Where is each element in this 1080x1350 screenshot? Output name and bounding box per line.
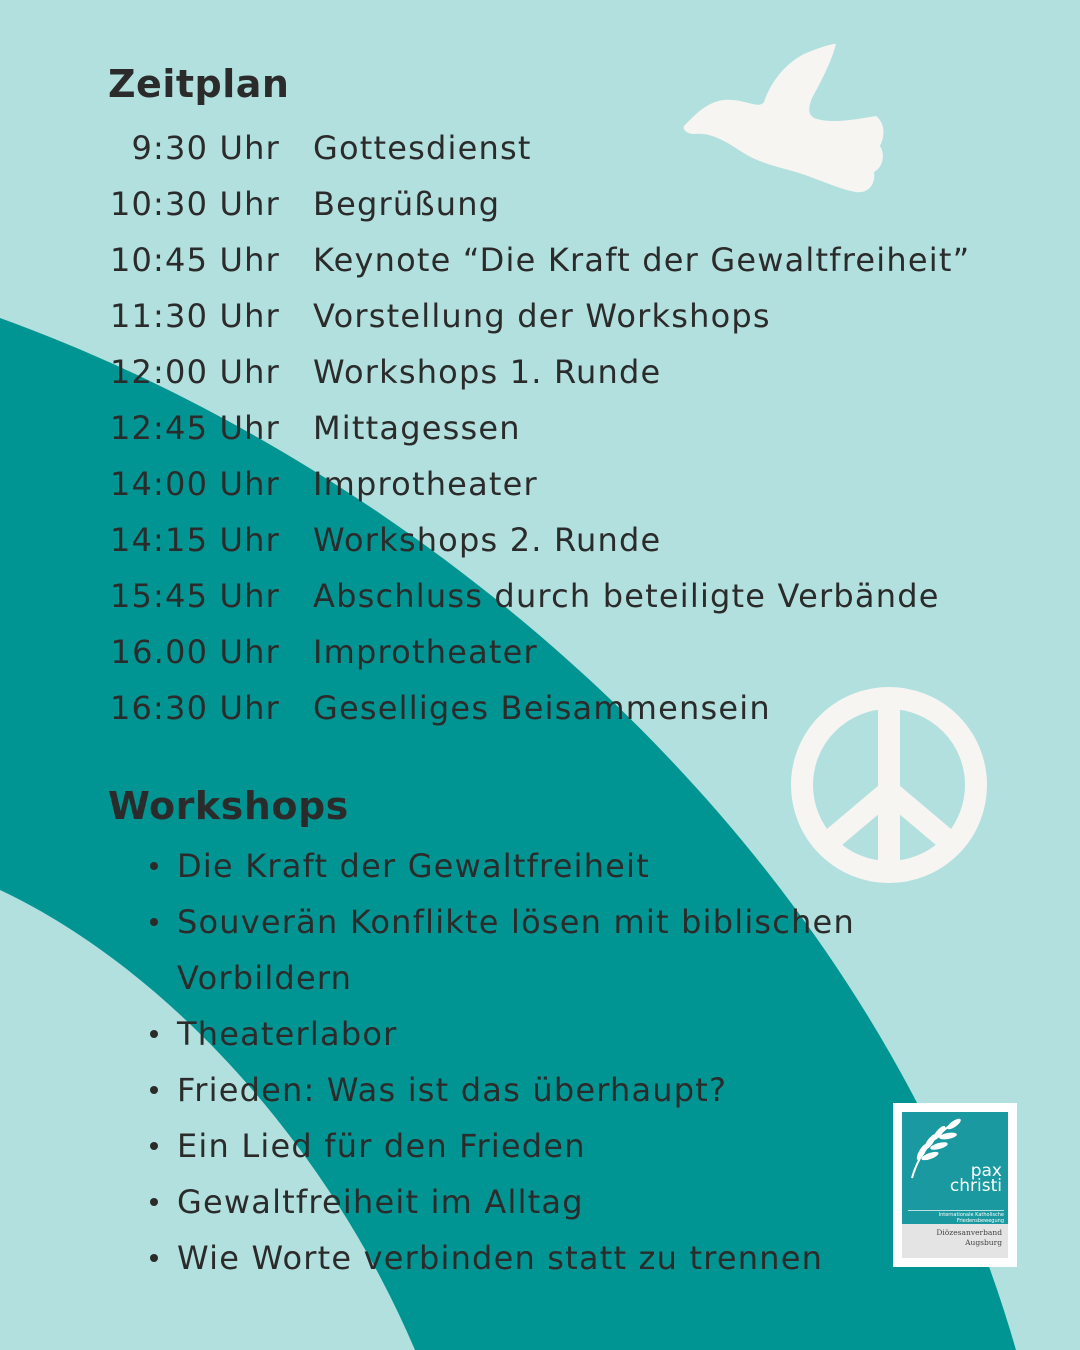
- schedule-time: 14:00 Uhr: [109, 465, 280, 503]
- schedule-activity: Improtheater: [313, 465, 538, 503]
- schedule-time: 16:30 Uhr: [109, 689, 280, 727]
- workshop-title: Gewaltfreiheit im Alltag: [177, 1183, 584, 1221]
- workshop-item: [150, 1006, 910, 1062]
- pax-christi-logo: [893, 1103, 1017, 1267]
- schedule-time: 10:30 Uhr: [109, 185, 280, 223]
- workshop-item: [150, 1118, 910, 1174]
- schedule-time: 14:15 Uhr: [109, 521, 280, 559]
- bullet-icon: [150, 1030, 158, 1038]
- workshop-title: Die Kraft der Gewaltfreiheit: [177, 847, 650, 885]
- logo-tagline: Internationale Katholische Friedensbewegung: [908, 1210, 1004, 1224]
- schedule-activity: Improtheater: [313, 633, 538, 671]
- schedule-time: 10:45 Uhr: [109, 241, 280, 279]
- workshop-list: [150, 838, 910, 1286]
- workshop-item: [150, 838, 910, 894]
- schedule-row: [108, 680, 1028, 736]
- schedule-heading: Zeitplan: [108, 62, 290, 106]
- workshop-item: [150, 1230, 910, 1286]
- workshop-item: [150, 1174, 910, 1230]
- workshop-title: Ein Lied für den Frieden: [177, 1127, 586, 1165]
- schedule-activity: Workshops 1. Runde: [313, 353, 662, 391]
- workshops-heading: Workshops: [108, 784, 349, 828]
- workshop-item: [150, 1062, 910, 1118]
- schedule-row: [108, 400, 1028, 456]
- bullet-icon: [150, 1086, 158, 1094]
- schedule-activity: Begrüßung: [313, 185, 501, 223]
- workshop-title: Frieden: Was ist das überhaupt?: [177, 1071, 728, 1109]
- schedule-activity: Keynote “Die Kraft der Gewaltfreiheit”: [313, 241, 971, 279]
- schedule-time: 9:30 Uhr: [131, 129, 280, 167]
- schedule-row: [108, 120, 1028, 176]
- schedule-time: 12:45 Uhr: [109, 409, 280, 447]
- workshop-title: Theaterlabor: [177, 1015, 398, 1053]
- schedule-activity: Geselliges Beisammensein: [313, 689, 771, 727]
- workshop-item: [150, 894, 910, 1006]
- bullet-icon: [150, 918, 158, 926]
- workshop-title: Wie Worte verbinden statt zu trennen: [177, 1239, 824, 1277]
- logo-org-name: Diözesanverband Augsburg: [936, 1228, 1002, 1247]
- bullet-icon: [150, 1142, 158, 1150]
- schedule-activity: Vorstellung der Workshops: [313, 297, 771, 335]
- schedule-time: 15:45 Uhr: [109, 577, 280, 615]
- logo-wordmark: pax christi: [949, 1161, 1002, 1196]
- schedule-list: [108, 120, 1028, 736]
- bullet-icon: [150, 862, 158, 870]
- schedule-activity: Abschluss durch beteiligte Verbände: [313, 577, 940, 615]
- schedule-row: [108, 512, 1028, 568]
- schedule-activity: Workshops 2. Runde: [313, 521, 662, 559]
- schedule-row: [108, 624, 1028, 680]
- schedule-row: [108, 456, 1028, 512]
- logo-teal-block: [902, 1112, 1008, 1224]
- schedule-time: 12:00 Uhr: [109, 353, 280, 391]
- logo-org-block: [902, 1224, 1008, 1258]
- schedule-row: [108, 176, 1028, 232]
- schedule-row: [108, 344, 1028, 400]
- schedule-row: [108, 288, 1028, 344]
- schedule-activity: Gottesdienst: [313, 129, 532, 167]
- bullet-icon: [150, 1198, 158, 1206]
- bullet-icon: [150, 1254, 158, 1262]
- schedule-row: [108, 568, 1028, 624]
- schedule-time: 16.00 Uhr: [110, 633, 280, 671]
- schedule-row: [108, 232, 1028, 288]
- schedule-time: 11:30 Uhr: [109, 297, 280, 335]
- schedule-activity: Mittagessen: [313, 409, 521, 447]
- workshop-title: Souverän Konflikte lösen mit biblischen Vorbildern: [177, 903, 855, 997]
